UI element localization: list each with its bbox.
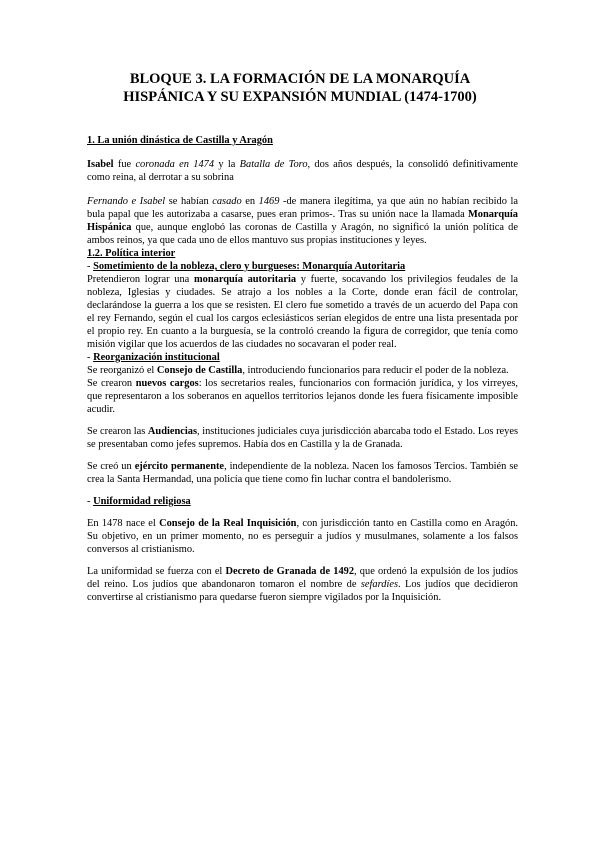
title-line-1: BLOQUE 3. LA FORMACIÓN DE LA MONARQUÍA	[129, 71, 471, 87]
text-bold: Consejo de la Real Inquisición	[159, 518, 297, 529]
text-bold: nuevos cargos	[135, 378, 199, 389]
text: , dos años después, la consolidó definitivamente como reina, al derrotar a su sobrina	[87, 159, 518, 183]
text: . Los judíos que decidieron convertirse al cristianismo para quedarse fueron siempre vigilados por la Inquisición.	[87, 579, 518, 603]
text: Se reorganizó el	[87, 365, 157, 376]
section-1-heading: 1. La unión dinástica de Castilla y Aragón	[87, 135, 273, 146]
text-bold: monarquía autoritaria	[194, 274, 297, 285]
dash: -	[87, 261, 94, 272]
text: Pretendieron lograr una	[87, 274, 194, 285]
subsection-label: Uniformidad religiosa	[93, 496, 191, 507]
subsection-label: Reorganización institucional	[93, 352, 220, 363]
text-italic: sefardíes	[360, 579, 398, 590]
subsection-label: Sometimiento de la nobleza, clero y burgueses: Monarquía Autoritaria	[93, 261, 406, 272]
subsection-1-paragraph	[87, 273, 518, 351]
text: , que ordenó la expulsión de los judíos del reino. Los judíos que abandonaron tomaron el nombre de	[87, 566, 518, 590]
text-italic: coronada en 1474	[135, 159, 215, 170]
text: , con jurisdicción tanto en Castilla como en Aragón. Su objetivo, en un primer momento, no es perseguir a judíos y musulmanes, solamente a los falsos conversos al cristianismo.	[87, 518, 518, 555]
text-italic: Batalla de Toro	[239, 159, 308, 170]
text-italic: Fernando e Isabel	[87, 196, 166, 207]
text-italic: casado	[212, 196, 242, 207]
text: En 1478 nace el	[87, 518, 160, 529]
text: -de manera ilegítima, ya que aún no habían recibido la bula papal que les autorizaba a casarse, pues eran primos-. Tras su unión nace la llamada	[87, 196, 518, 220]
text: , instituciones judiciales cuya jurisdicción abarcaba todo el Estado. Los reyes se presentaban como jefes supremos. Había dos en Castilla y la de Granada.	[87, 426, 519, 450]
document-title	[0, 70, 600, 106]
text: que, aunque englobó las coronas de Castilla y Aragón, no significó la unión política de ambos reinos, ya que cada uno de ellos mantuvo sus propias instituciones y leyes.	[87, 222, 518, 246]
section-1-2-heading: 1.2. Política interior	[87, 248, 176, 259]
text-bold: Monarquía Hispánica	[87, 209, 518, 233]
subsection-2-heading	[87, 351, 518, 364]
text: : los secretarios reales, funcionarios con formación jurídica, y los virreyes, que representaron a los soberanos en aquellos territorios lejanos donde les fuera físicamente imposible acudir.	[87, 378, 519, 415]
subsection-1-heading	[87, 260, 518, 273]
text: Se crearon las	[87, 426, 148, 437]
text-bold: Isabel	[87, 159, 114, 170]
text: y la	[214, 159, 240, 170]
text: La uniformidad se fuerza con el	[87, 566, 226, 577]
text-bold: Consejo de Castilla	[156, 365, 243, 376]
text-bold: ejército permanente	[134, 461, 225, 472]
subsection-2-paragraph-1	[87, 364, 518, 377]
text: fue	[113, 159, 136, 170]
text-bold: Decreto de Granada de 1492	[225, 566, 355, 577]
dash: -	[87, 352, 94, 363]
text: Se creó un	[87, 461, 135, 472]
subsection-2-paragraph-4	[87, 460, 518, 486]
subsection-2-paragraph-2	[87, 377, 518, 416]
document-body	[87, 134, 518, 604]
text: y fuerte, socavando los privilegios feudales de la nobleza, Iglesias y ciudades. Se atrajo a los nobles a la Corte, donde eran fácil de controlar, declarándose la guerra a los que se resisten. El clero fue sometido a través de un acuerdo del Papa con el rey Fernando, según el cual los cargos eclesiásticos serían elegidos de entre una lista presentada por el propio rey. En cuanto a la burguesía, se la controló creando la figura de corregidor, que tenía como misión vigilar que los acuerdos de las ciudades no socavaran el poder real.	[87, 274, 518, 350]
title-line-2: HISPÁNICA Y SU EXPANSIÓN MUNDIAL (1474-1700)	[123, 89, 477, 105]
dash: -	[87, 496, 94, 507]
section-1-paragraph-2	[87, 195, 518, 247]
subsection-3-paragraph-2	[87, 565, 518, 604]
subsection-2-paragraph-3	[87, 425, 518, 451]
text: Se crearon	[87, 378, 136, 389]
subsection-3-heading	[87, 495, 518, 508]
text: se habían	[165, 196, 213, 207]
text: , independiente de la nobleza. Nacen los famosos Tercios. También se crea la Santa Hermandad, una policía que tiene como fin luchar contra el bandolerismo.	[87, 461, 518, 485]
section-1-paragraph-1	[87, 158, 518, 184]
text: , introduciendo funcionarios para reducir el poder de la nobleza.	[242, 365, 509, 376]
text-bold: Audiencias	[147, 426, 197, 437]
text: en	[241, 196, 259, 207]
subsection-3-paragraph-1	[87, 517, 518, 556]
text-italic: 1469	[258, 196, 280, 207]
